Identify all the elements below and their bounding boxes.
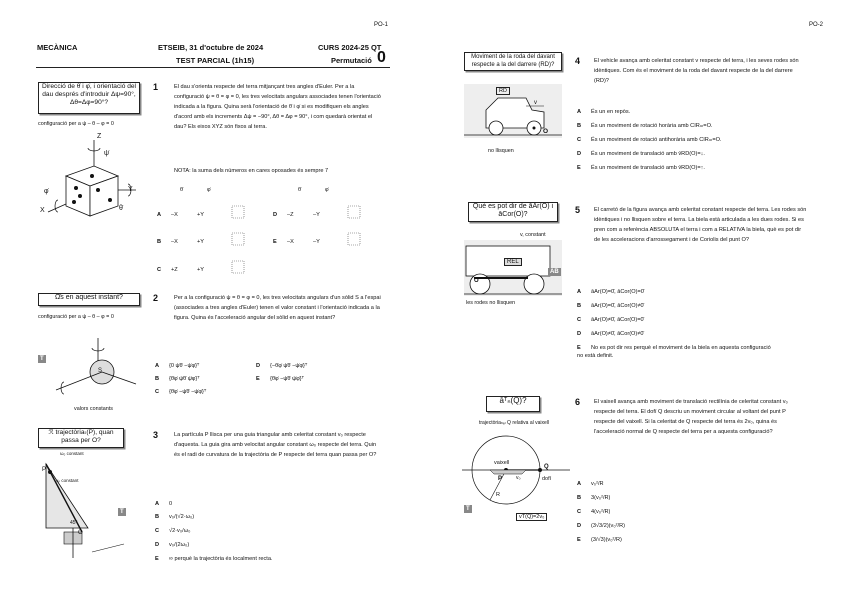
q4-text: El vehicle avança amb celeritat constant v respecte del terra, i les seves rodes són idèntiques. Com és el moviment de la roda del davant respecte de la del darrere (RD)?: [594, 58, 799, 84]
page-2: [424, 0, 848, 599]
q1-dice-figure: [36, 138, 146, 228]
q1-head-phi1: φ̇: [207, 187, 211, 193]
q1-box: Direcció de θ̇ i φ̇, i orientació del dau després d'introduir Δψ=90°, Δθ=Δφ=90°?: [38, 82, 140, 114]
q5-number: 5: [575, 205, 581, 215]
q6-vt-label: vT(Q)=2v₀: [516, 513, 547, 521]
q3-option-b[interactable]: B v₀/(√2·ω₀): [155, 514, 195, 520]
q6-q-label: Q: [544, 464, 549, 470]
q2-box: Ω̄s en aquest instant?: [38, 293, 140, 306]
q6-option-e[interactable]: E (3/√3)(v₀²/R): [577, 537, 622, 543]
q3-option-a[interactable]: A 0: [155, 501, 173, 507]
q3-option-e[interactable]: E ∞ perquè la trajectòria és localment recta.: [155, 556, 273, 562]
q6-text: El vaixell avança amb moviment de translació rectilínia de celeritat constant v₀ respecte del terra. El dofí Q descriu un moviment circular al voltant del punt P respecte del vaixell. Si la celeritat de Q respecte del terra és 2v₀, quina és l'acceleració normal de Q respecte del terra per a aquesta configuració?: [594, 399, 788, 435]
q1-psi-dot: ψ̇: [104, 150, 109, 157]
q1-axis-x: X: [40, 207, 45, 214]
q4-vehicle-figure: [464, 84, 564, 144]
q5-rel-label: REL: [504, 258, 522, 266]
q4-option-d[interactable]: D És un moviment de translació amb v̄RD(O)=↓.: [577, 151, 705, 157]
q3-number: 3: [153, 430, 159, 440]
q2-tag: T: [40, 356, 44, 362]
q5-o-label: O: [474, 278, 479, 284]
q4-number: 4: [575, 56, 581, 66]
q1-head-phi2: φ̇: [325, 187, 329, 193]
q4-option-c[interactable]: C És un moviment de rotació antihorària amb CIRₘ=O.: [577, 137, 722, 143]
q2-config: configuració per a ψ – θ – φ = 0: [38, 314, 114, 320]
q4-v-label: v: [534, 100, 537, 106]
q5-ab-tag: AB: [550, 269, 559, 275]
school-date: ETSEIB, 31 d'octubre de 2024: [158, 43, 264, 52]
q1-axis-y: Y: [128, 186, 133, 193]
q2-option-e[interactable]: E {θ̇φ̇ −ψ̇θ̇ ψ̇φ̇}ᵀ: [256, 376, 304, 382]
q3-omega-label: ω₀ constant: [60, 451, 84, 456]
q3-point-o: O: [78, 530, 83, 536]
q4-option-b[interactable]: B És un moviment de rotació horària amb CIRₘ=O.: [577, 123, 713, 129]
q5-noslip: les rodes no llisquen: [466, 300, 516, 306]
q1-theta-dot: θ̇: [119, 205, 123, 212]
q1-text: El dau s'orienta respecte del terra mitjançant tres angles d'Euler. Per a la configuració ψ = θ = φ = 0, les tres velocitats angulars associades tenen l'orientació indicada a la figura. Quina serà l'orientació de θ̇ i φ̇ si es modifiquen els angles d'acord amb els increments Δψ = −90°, Δθ = Δφ = 90°, i com quedarà orientat el dau? Els eixos XYZ són fixos al terra.: [174, 84, 381, 130]
q4-o-label: O: [543, 128, 549, 135]
q6-option-a[interactable]: A v₀²/R: [577, 481, 604, 487]
page-number: PO-1: [374, 22, 389, 28]
q3-option-d[interactable]: D v₀/(2ω₀): [155, 542, 190, 548]
q5-text: El carretó de la figura avança amb celeritat constant respecte del terra. Les rodes són idèntiques i no llisquen sobre el terra. La biela està articulada a les dues rodes. Si es pren com a referència ABSOLUTA el terra i com a RELATIVA la biela, què es pot dir de les acceleracions d'arrossegament i de Coriolis del punt O?: [594, 207, 807, 243]
q6-number: 6: [575, 397, 581, 407]
q1-option-c[interactable]: C +Z +Y: [157, 267, 204, 273]
q2-text: Per a la configuració ψ = θ = φ = 0, les tres velocitats angulars d'un sòlid S a l'espai (associades a tres angles d'Euler) tenen el valor constant i l'orientació indicada a la figura. Quina és l'acceleració angular del sòlid en aquest instant?: [174, 295, 381, 321]
q1-option-d[interactable]: D –Z –Y: [273, 212, 320, 218]
q5-option-c[interactable]: C āAr(O)≠0̄, āCor(O)=0̄: [577, 317, 644, 323]
q3-box: ℛ trajectòriaₜ(P), quan passa per O?: [38, 428, 124, 448]
q1-head-theta1: θ̇: [180, 187, 184, 193]
q2-number: 2: [153, 293, 159, 303]
q1-dice-thumbnails: [230, 206, 424, 286]
q5-option-a[interactable]: A āAr(O)=0̄, āCor(O)=0̄: [577, 289, 644, 295]
q6-option-c[interactable]: C 4(v₀²/R): [577, 509, 611, 515]
q3-option-c[interactable]: C √2·v₀/ω₀: [155, 528, 191, 534]
q2-constant-values: valors constants: [74, 406, 113, 412]
q2-solid-label: S: [98, 368, 103, 374]
course-title: MECÀNICA: [37, 43, 78, 52]
q6-boat-label: vaixell: [494, 460, 510, 466]
page-number: PO-2: [809, 22, 824, 28]
q5-option-b[interactable]: B āAr(O)=0̄, āCor(O)≠0̄: [577, 303, 644, 309]
permutation-value: 0: [377, 49, 386, 66]
q1-config: configuració per a ψ – θ – φ = 0: [38, 121, 114, 127]
q1-number: 1: [153, 82, 159, 92]
q4-box: Moviment de la roda del davant respecte a la del darrere (RD)?: [464, 52, 562, 71]
q1-head-theta2: θ̇: [298, 187, 302, 193]
q1-axis-z: Z: [97, 133, 102, 140]
q6-dolphin-label: dofí: [542, 476, 552, 482]
q3-particle-label: P: [42, 467, 47, 473]
course-term: CURS 2024-25 QT: [318, 43, 382, 52]
q6-p-label: P: [498, 476, 503, 482]
q2-option-a[interactable]: A {0 ψ̇θ̇ −ψ̇φ̇}ᵀ: [155, 363, 200, 369]
q6-r-label: R: [496, 492, 500, 498]
q3-tag: T: [120, 509, 124, 515]
q5-velocity: v, constant: [520, 232, 546, 238]
q2-option-d[interactable]: D {−θ̇φ̇ ψ̇θ̇ −ψ̇φ̇}ᵀ: [256, 363, 308, 369]
permutation-label: Permutació: [331, 56, 372, 65]
q1-option-a[interactable]: A –X +Y: [157, 212, 204, 218]
q5-option-e[interactable]: E No es pot dir res perquè el moviment de la biela en aquesta configuració no està definit.: [577, 345, 771, 359]
q6-option-b[interactable]: B 3(v₀²/R): [577, 495, 611, 501]
q5-box: Què es pot dir de āAr(O) i āCor(O)?: [468, 202, 558, 222]
exam-title: TEST PARCIAL (1h15): [176, 56, 255, 65]
q4-noslip: no llisquen: [488, 148, 514, 154]
q4-option-a[interactable]: A És un en repòs.: [577, 109, 631, 115]
q6-trajectory-label: trajectòriaₕₑₗ Q relativa al vaixell: [478, 420, 549, 426]
header-rule: [36, 67, 390, 68]
q1-phi-dot: φ̇: [44, 188, 49, 195]
q6-v0-label: v₀: [516, 475, 521, 481]
q2-option-b[interactable]: B {θ̇φ̇ ψ̇θ̇ ψ̇φ̇}ᵀ: [155, 376, 200, 382]
q3-text: La partícula P llisca per una guia triangular amb celeritat constant v₀ respecte d'aquesta. La guia gira amb velocitat angular constant ω₀ respecte del terra. Quin és el radi de curvatura de la trajectòria de P respecte del terra quan passa per O?: [174, 432, 377, 458]
q6-box: āᵀₙ(Q)?: [486, 396, 540, 412]
q4-option-e[interactable]: E És un moviment de translació amb v̄RD(O)=↑.: [577, 165, 705, 171]
q6-option-d[interactable]: D (3√3/2)(v₀²/R): [577, 523, 625, 529]
q3-angle-label: 45°: [70, 520, 78, 526]
q1-note: NOTA: la suma dels números en cares oposades és sempre 7: [174, 168, 329, 174]
q6-tag: T: [466, 506, 470, 512]
q3-velocity-label: vₚ constant: [56, 478, 79, 483]
q4-rd-label: RD: [496, 87, 510, 95]
q2-solid-figure: [36, 336, 146, 406]
q5-option-d[interactable]: D āAr(O)≠0̄, āCor(O)≠0̄: [577, 331, 644, 337]
q6-boat-dolphin-figure: [460, 432, 570, 532]
q1-option-b[interactable]: B –X +Y: [157, 239, 204, 245]
q1-option-e[interactable]: E –X –Y: [273, 239, 320, 245]
q2-option-c[interactable]: C {θ̇φ̇ −ψ̇θ̇ −ψ̇φ̇}ᵀ: [155, 389, 207, 395]
